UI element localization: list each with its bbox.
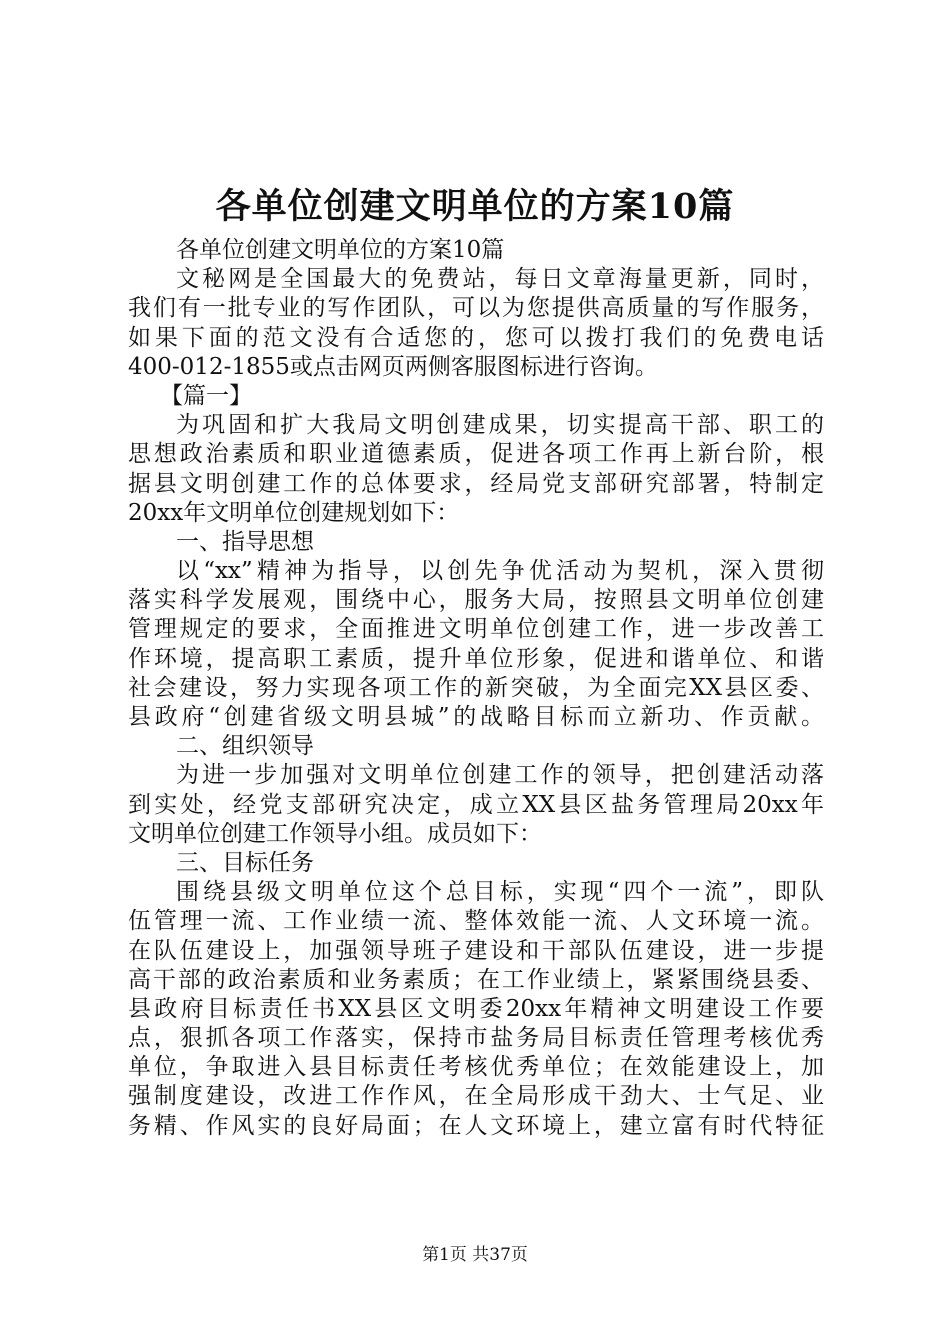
body-line: 文秘网是全国最大的免费站，每日文章海量更新，同时，	[176, 266, 824, 293]
body-line: 三、目标任务	[176, 849, 314, 876]
body-line: 二、组织领导	[176, 733, 314, 760]
body-line: 县政府“创建省级文明县城”的战略目标而立新功、作贡献。	[128, 704, 824, 730]
body-line: 我们有一批专业的写作团队，可以为您提供高质量的写作服务，	[128, 295, 824, 322]
body-line: 到实处，经党支部研究决定，成立XX县区盐务管理局20xx年	[128, 791, 824, 818]
body-line: 思想政治素质和职业道德素质，促进各项工作再上新台阶，根	[128, 441, 824, 468]
body-line: 20xx年文明单位创建规划如下：	[128, 499, 460, 526]
document-title: 各单位创建文明单位的方案10篇	[215, 186, 735, 227]
body-line: 以“xx”精神为指导，以创先争优活动为契机，深入贯彻	[176, 558, 824, 585]
page-footer: 第1页 共37页	[422, 1245, 528, 1265]
body-line: 400-012-1855或点击网页两侧客服图标进行咨询。	[128, 353, 658, 380]
body-line: 强制度建设，改进工作作风，在全局形成干劲大、士气足、业	[128, 1083, 824, 1110]
body-line: 一、指导思想	[176, 528, 314, 555]
document-body	[128, 236, 824, 1141]
body-line: 围绕县级文明单位这个总目标，实现“四个一流”，即队	[176, 879, 824, 906]
body-line: 【篇一】	[160, 382, 252, 409]
body-line: 据县文明创建工作的总体要求，经局党支部研究部署，特制定	[128, 470, 824, 497]
body-line: 落实科学发展观，围绕中心，服务大局，按照县文明单位创建	[128, 587, 824, 614]
body-line: 作环境，提高职工素质，提升单位形象，促进和谐单位、和谐	[128, 645, 824, 672]
body-line: 为巩固和扩大我局文明创建成果，切实提高干部、职工的	[176, 412, 824, 439]
body-line: 社会建设，努力实现各项工作的新突破，为全面完XX县区委、	[128, 674, 824, 701]
body-line: 如果下面的范文没有合适您的，您可以拨打我们的免费电话	[128, 324, 824, 351]
body-line: 县政府目标责任书XX县区文明委20xx年精神文明建设工作要	[128, 995, 824, 1022]
body-line: 单位，争取进入县目标责任考核优秀单位；在效能建设上，加	[128, 1054, 824, 1081]
body-line: 各单位创建文明单位的方案10篇	[176, 237, 505, 263]
body-line: 在队伍建设上，加强领导班子建设和干部队伍建设，进一步提	[128, 937, 824, 964]
body-line: 文明单位创建工作领导小组。成员如下：	[128, 820, 542, 847]
body-line: 伍管理一流、工作业绩一流、整体效能一流、人文环境一流。	[128, 908, 824, 935]
body-line: 点，狠抓各项工作落实，保持市盐务局目标责任管理考核优秀	[128, 1025, 824, 1052]
body-line: 高干部的政治素质和业务素质；在工作业绩上，紧紧围绕县委、	[128, 966, 824, 993]
body-line: 务精、作风实的良好局面；在人文环境上，建立富有时代特征	[128, 1112, 824, 1139]
body-line: 管理规定的要求，全面推进文明单位创建工作，进一步改善工	[128, 616, 824, 643]
body-line: 为进一步加强对文明单位创建工作的领导，把创建活动落	[176, 762, 824, 789]
